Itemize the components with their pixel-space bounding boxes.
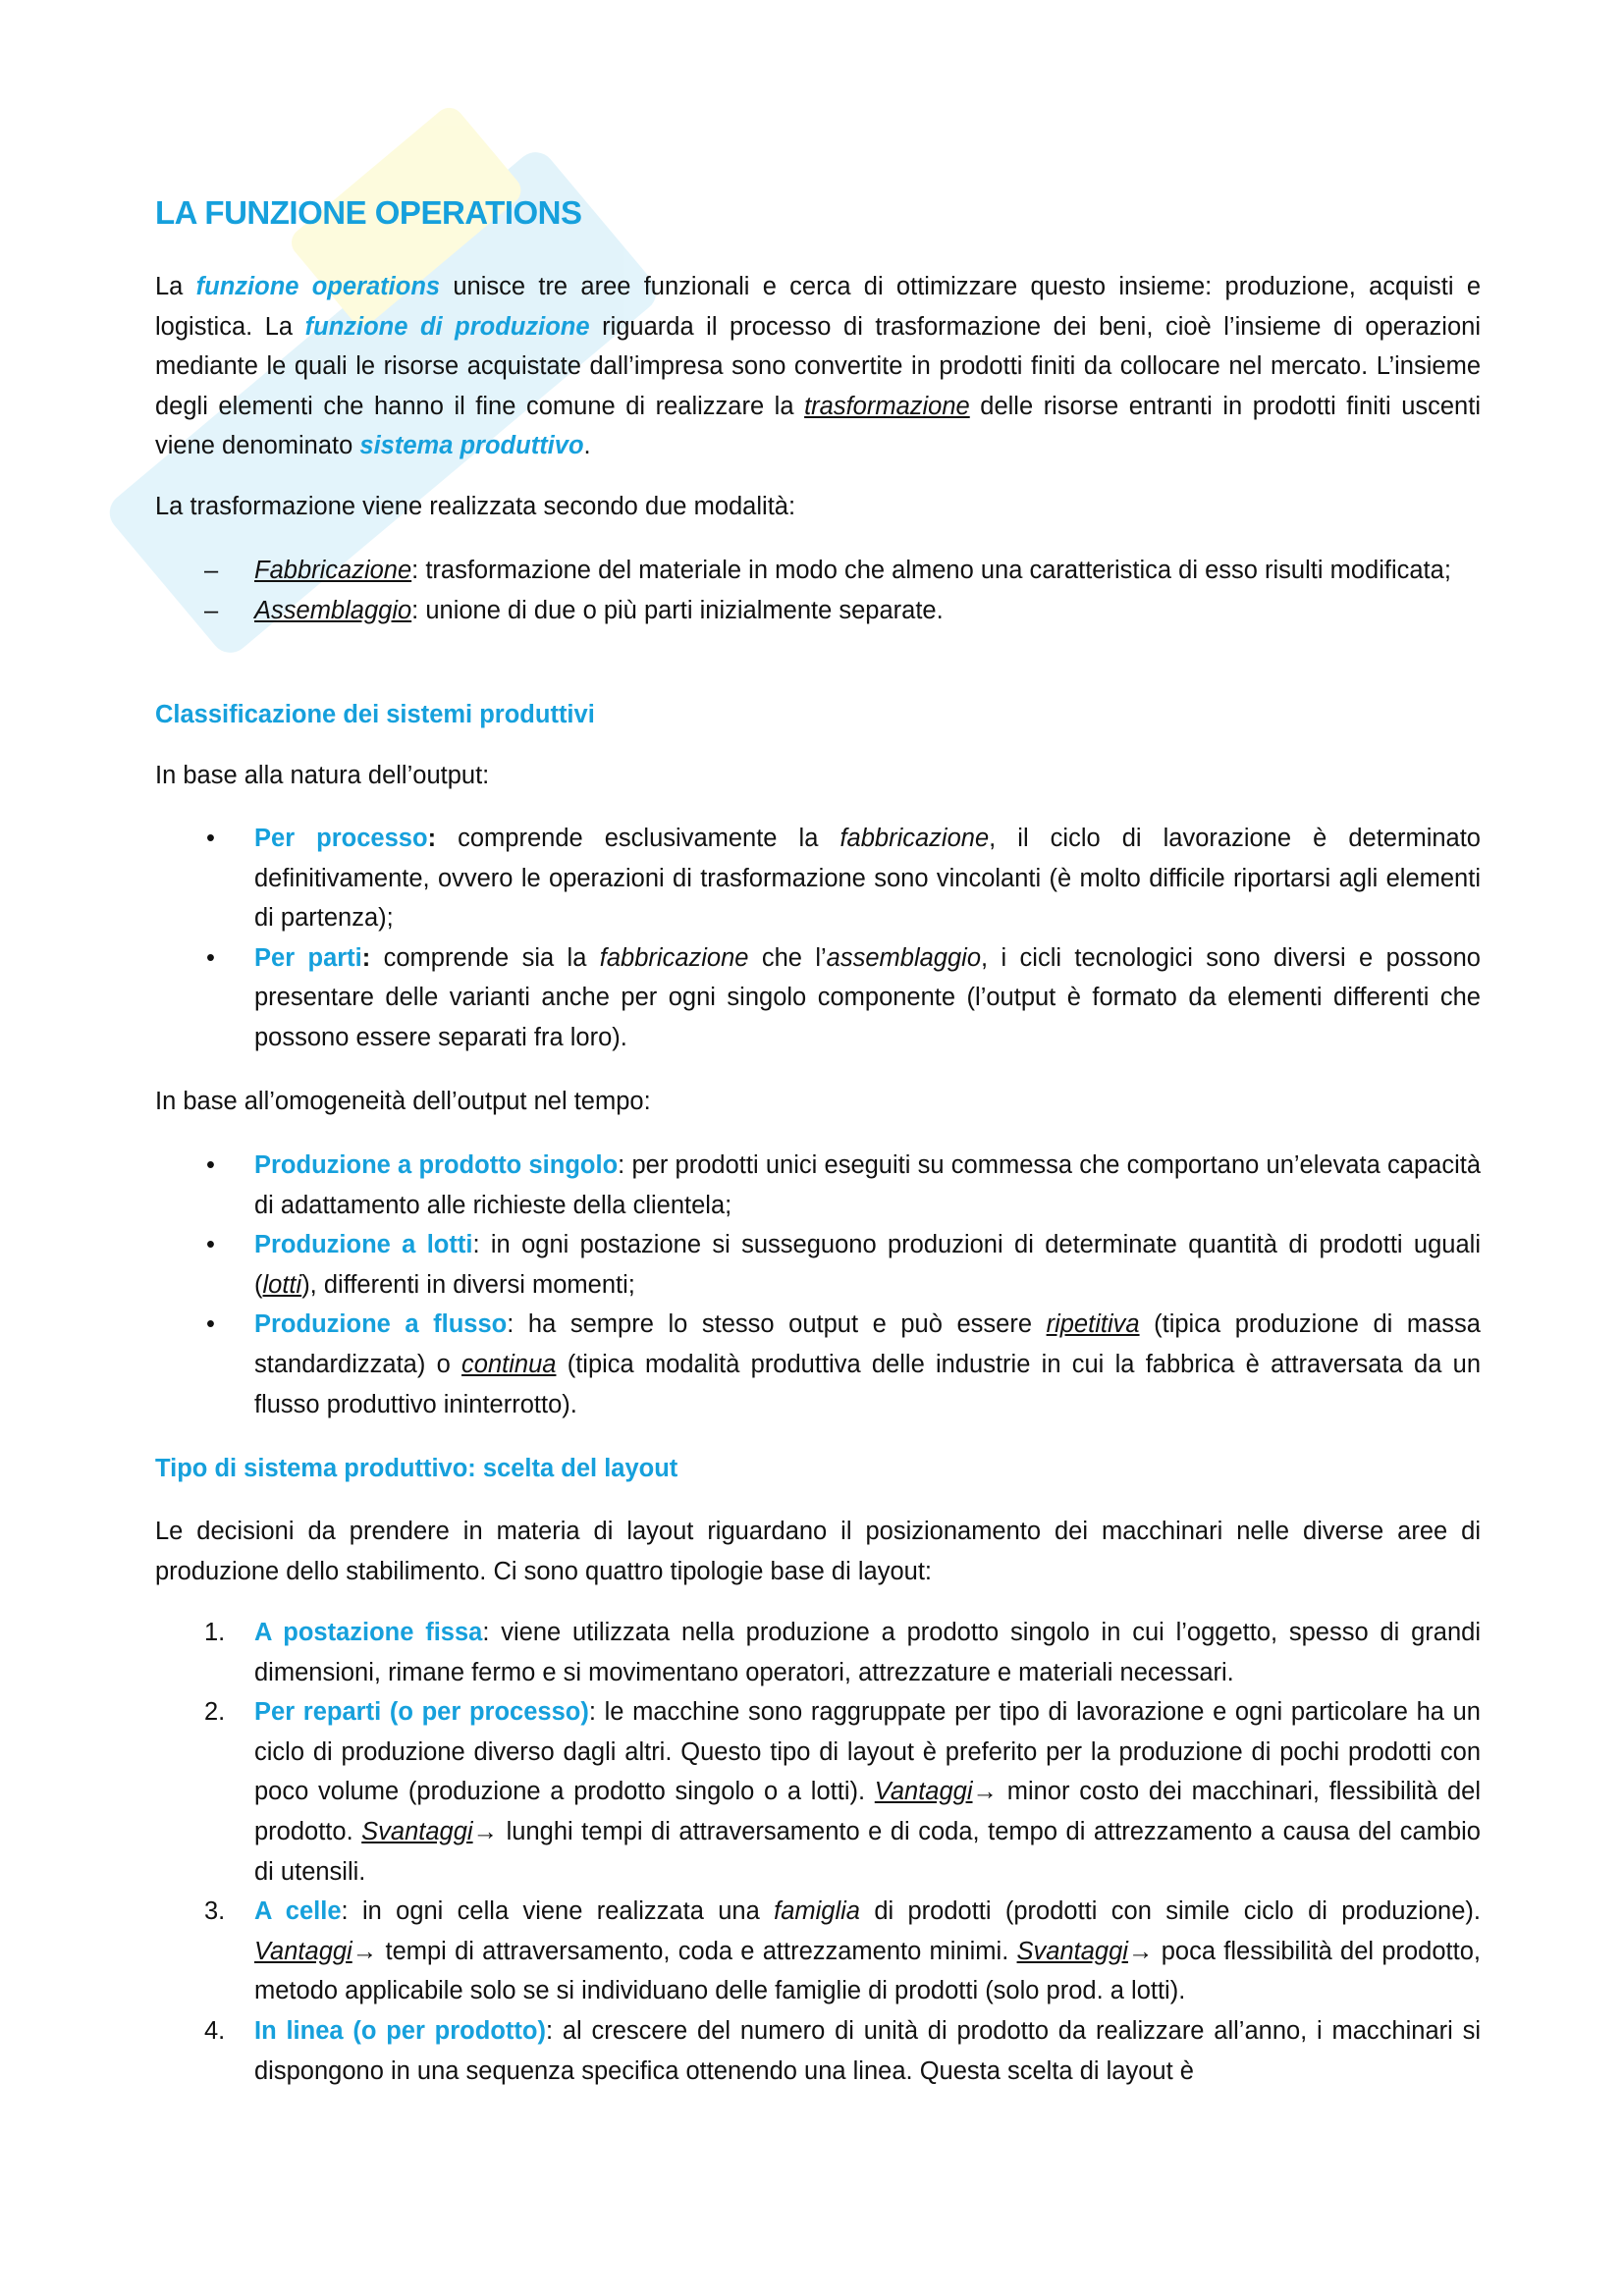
text-segment: → tempi di attraversamento, coda e attrezzamento minimi. [352, 1937, 1017, 1965]
underlined-term: ripetitiva [1046, 1310, 1140, 1339]
text-segment: : trasformazione del materiale in modo che almeno una caratteristica di esso risulti modificata; [411, 557, 1451, 584]
text-segment: → poca flessibilità del prodotto, metodo applicabile solo se si individuano delle famiglie di prodotti (solo prod. a lotti). [254, 1937, 1481, 2005]
underlined-term: Assemblaggio [254, 596, 412, 624]
key-term: Produzione a prodotto singolo [254, 1151, 619, 1179]
text-segment: : per prodotti unici eseguiti su commessa che comportano un’elevata capacità di adattamento alle richieste della clientela; [254, 1151, 1481, 1219]
list-item [155, 1613, 1481, 1692]
key-term: Produzione a flusso [254, 1310, 508, 1339]
text-segment: : ha sempre lo stesso output e può essere [507, 1310, 1047, 1339]
text-segment: fabbricazione [599, 943, 749, 972]
key-term: funzione di produzione [304, 312, 590, 341]
layout-types-list [155, 1613, 1481, 2091]
layout-intro [155, 1512, 1481, 1591]
text-segment: La trasformazione viene realizzata secondo due modalità: [155, 493, 796, 520]
text-segment: fabbricazione [839, 825, 990, 852]
underlined-term: Svantaggi [361, 1817, 473, 1845]
key-term: Produzione a lotti [254, 1231, 473, 1259]
underlined-term: continua [461, 1350, 557, 1378]
list-number: 3. [204, 1897, 226, 1926]
output-homogeneity-intro [155, 1082, 1481, 1122]
text-segment: riguarda il processo di trasformazione dei beni, cioè l’insieme di operazioni mediante le quali le risorse acquistate dall’impresa sono convertite in prodotti finiti da collocare nel mercato. L’insieme degli elementi che hanno il fine comune di realizzare la [155, 312, 1481, 420]
list-item [155, 819, 1481, 938]
underlined-term: trasformazione [804, 392, 970, 420]
text-segment: (tipica modalità produttiva delle industrie in cui la fabbrica è attraversata da un flusso produttivo ininterrotto). [254, 1350, 1481, 1418]
text-segment: Le decisioni da prendere in materia di layout riguardano il posizionamento dei macchinari nelle diverse aree di produzione dello stabilimento. Ci sono quattro tipologie base di layout: [155, 1518, 1481, 1585]
text-segment: comprende esclusivamente la [436, 825, 840, 852]
dash-marker: – [204, 557, 219, 584]
text-segment: , i cicli tecnologici sono diversi e possono presentare delle varianti anche per ogni singolo componente (l’output è formato da elementi differenti che possono essere separati fra loro). [254, 943, 1481, 1051]
output-nature-intro [155, 756, 1481, 796]
text-segment: : in ogni cella viene realizzata una [341, 1897, 775, 1926]
output-homogeneity-list [155, 1146, 1481, 1424]
text-segment: La [155, 273, 196, 300]
text-segment: (tipica produzione di massa standardizzata) o [254, 1310, 1481, 1378]
bullet-icon: • [206, 1231, 215, 1259]
text-segment: delle risorse entranti in prodotti finiti uscenti viene denominato [155, 392, 1481, 460]
text-segment: che l’ [748, 943, 827, 972]
text-segment: comprende sia la [370, 943, 600, 972]
text-segment: , il ciclo di lavorazione è determinato definitivamente, ovvero le operazioni di trasformazione sono vincolanti (è molto difficile riportarsi agli elementi di partenza); [254, 825, 1481, 933]
list-item [155, 1225, 1481, 1305]
list-item [155, 2011, 1481, 2091]
text-segment: : unione di due o più parti inizialmente separate. [411, 596, 944, 624]
list-item [155, 1692, 1481, 1892]
intro-paragraph [155, 267, 1481, 466]
modalities-list [155, 551, 1481, 630]
key-term: Per parti [254, 943, 362, 972]
text-segment: ), differenti in diversi momenti; [301, 1270, 635, 1299]
list-number: 2. [204, 1698, 226, 1727]
underlined-term: Vantaggi [254, 1937, 352, 1965]
text-segment: → lunghi tempi di attraversamento e di coda, tempo di attrezzamento a causa del cambio di utensili. [254, 1817, 1481, 1886]
list-item [155, 551, 1481, 591]
output-nature-list [155, 819, 1481, 1058]
key-term: A postazione fissa [254, 1619, 483, 1646]
list-number: 1. [204, 1619, 226, 1646]
bullet-icon: • [206, 1151, 215, 1179]
modalities-intro [155, 487, 1481, 527]
underlined-term: Fabbricazione [254, 557, 412, 584]
list-item [155, 938, 1481, 1058]
key-term: A celle [254, 1897, 342, 1926]
dash-marker: – [204, 596, 219, 624]
list-number: 4. [204, 2016, 226, 2045]
key-term: sistema produttivo [359, 432, 584, 460]
text-segment: : le macchine sono raggruppate per tipo di lavorazione e ogni particolare ha un ciclo di produzione diverso dagli altri. Questo tipo di layout è preferito per la produzione di pochi prodotti con poco volume (produzione a prodotto singolo o a lotti). [254, 1698, 1481, 1806]
text-segment: . [583, 432, 591, 460]
list-item [155, 591, 1481, 631]
key-term: funzione operations [195, 273, 441, 300]
section-heading-classification: Classificazione dei sistemi produttivi [155, 701, 595, 728]
text-segment: In base alla natura dell’output: [155, 762, 490, 789]
key-term: In linea (o per prodotto) [254, 2016, 546, 2045]
text-segment: → minor costo dei macchinari, flessibilità del prodotto. [254, 1778, 1481, 1845]
text-segment: In base all’omogeneità dell’output nel tempo: [155, 1088, 651, 1115]
list-item [155, 1892, 1481, 2011]
text-segment: assemblaggio [826, 943, 982, 972]
bullet-icon: • [206, 943, 215, 972]
text-segment: : al crescere del numero di unità di prodotto da realizzare all’anno, i macchinari si dispongono in una sequenza specifica ottenendo una linea. Questa scelta di layout è [254, 2016, 1481, 2085]
text-segment: : [361, 943, 371, 972]
text-segment: di prodotti (prodotti con simile ciclo di produzione). [859, 1897, 1482, 1926]
list-item [155, 1146, 1481, 1225]
bullet-icon: • [206, 1310, 215, 1339]
text-segment: : in ogni postazione si susseguono produzioni di determinate quantità di prodotti uguali ( [254, 1231, 1481, 1299]
section-heading-layout: Tipo di sistema produttivo: scelta del layout [155, 1455, 678, 1482]
list-item [155, 1305, 1481, 1424]
text-segment: : viene utilizzata nella produzione a prodotto singolo in cui l’oggetto, spesso di grandi dimensioni, rimane fermo e si movimentano operatori, attrezzature e materiali necessari. [254, 1619, 1481, 1686]
underlined-term: lotti [262, 1270, 302, 1299]
text-segment: : [427, 825, 437, 852]
text-segment: unisce tre aree funzionali e cerca di ottimizzare questo insieme: produzione, acquisti e logistica. La [155, 273, 1482, 341]
text-segment: famiglia [774, 1897, 860, 1926]
key-term: Per reparti (o per processo) [254, 1698, 589, 1727]
bullet-icon: • [206, 825, 215, 852]
key-term: Per processo [254, 825, 428, 852]
page-title: LA FUNZIONE OPERATIONS [155, 194, 582, 231]
underlined-term: Vantaggi [874, 1778, 973, 1806]
underlined-term: Svantaggi [1016, 1937, 1128, 1965]
